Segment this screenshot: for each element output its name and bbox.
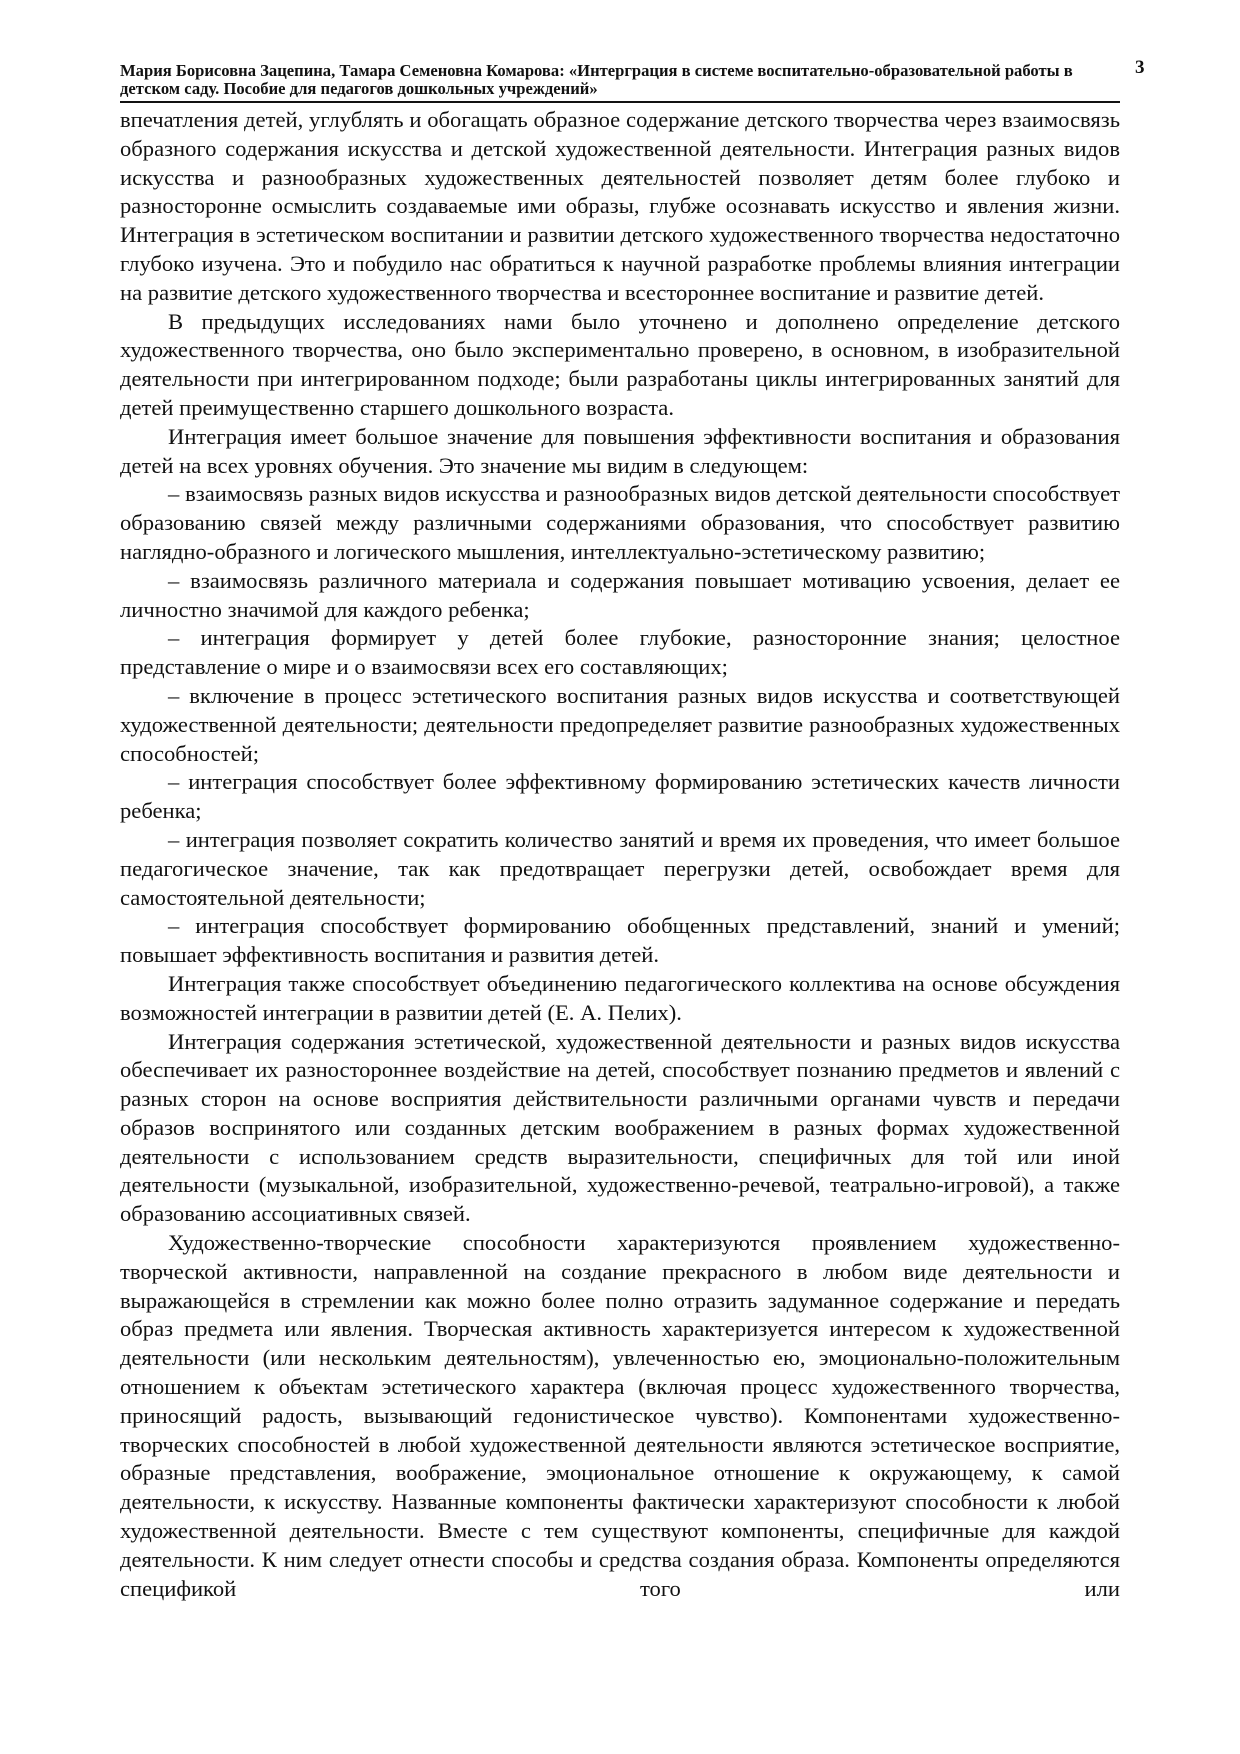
- list-item: – интеграция способствует более эффективному формированию эстетических качеств личности ребенка;: [120, 769, 1120, 824]
- list-item: – включение в процесс эстетического воспитания разных видов искусства и соответствующей художественной деятельности; деятельности предопределяет развитие разнообразных художественных способностей;: [120, 682, 1120, 766]
- paragraph: Интеграция имеет большое значение для повышения эффективности воспитания и образования детей на всех уровнях обучения. Это значение мы видим в следующем:: [120, 423, 1120, 478]
- paragraph: впечатления детей, углублять и обогащать образное содержание детского творчества через взаимосвязь образного содержания искусства и детской художественной деятельности. Интеграция разных видов искусства и разнообразных художественных деятельностей позволяет детям более глубоко и разносторонне осмыслить создаваемые ими образы, глубже осознавать искусство и явления жизни. Интеграция в эстетическом воспитании и развитии детского художественного творчества недостаточно глубоко изучена. Это и побудило нас обратиться к научной разработке проблемы влияния интеграции на развитие детского художественного творчества и всестороннее воспитание и развитие детей.: [120, 107, 1120, 305]
- list-item: – интеграция способствует формированию обобщенных представлений, знаний и умений; повышает эффективность воспитания и развития детей.: [120, 913, 1120, 968]
- list-item: – взаимосвязь разных видов искусства и разнообразных видов детской деятельности способствует образованию связей между различными содержаниями образования, что способствует развитию наглядно-образного и логического мышления, интеллектуально-эстетическому развитию;: [120, 481, 1120, 564]
- page-number: 3: [1135, 57, 1145, 78]
- paragraph: Интеграция содержания эстетической, художественной деятельности и разных видов искусства обеспечивает их разностороннее воздействие на детей, способствует познанию предметов и явлений с разных сторон на основе восприятия действительности различными органами чувств и передачи образов воспринятого или созданных детским воображением в разных формах художественной деятельности с использованием средств выразительности, специфичных для той или иной деятельности (музыкальной, изобразительной, художественно-речевой, театрально-игровой), а также образованию ассоциативных связей.: [120, 1028, 1120, 1227]
- list-item: – интеграция позволяет сократить количество занятий и время их проведения, что имеет большое педагогическое значение, так как предотвращает перегрузки детей, освобождает время для самостоятельной деятельности;: [120, 826, 1120, 910]
- paragraph: Художественно-творческие способности характеризуются проявлением художественно-творческой активности, направленной на создание прекрасного в любом виде деятельности и выражающейся в стремлении как можно более полно отразить задуманное содержание и передать образ предмета или явления. Творческая активность характеризуется интересом к художественной деятельности (или нескольким деятельностям), увлеченностью ею, эмоционально-положительным отношением к объектам эстетического характера (включая процесс художественного творчества, приносящий радость, вызывающий гедонистическое чувство). Компонентами художественно-творческих способностей в любой художественной деятельности являются эстетическое восприятие, образные представления, воображение, эмоциональное отношение к окружающему, к самой деятельности, к искусству. Названные компоненты фактически характеризуют способности к любой художественной деятельности. Вместе с тем существуют компоненты, специфичные для каждой деятельности. К ним следует отнести способы и средства создания образа. Компоненты определяются спецификой того или: [120, 1230, 1120, 1601]
- body-text: [120, 106, 1120, 1603]
- header-title: Мария Борисовна Зацепина, Тамара Семеновна Комарова: «Интергрaция в системе воспитательно-образовательной работы в детском саду. Пособие для педагогов дошкольных учреждений»: [120, 61, 1073, 98]
- paragraph: Интеграция также способствует объединению педагогического коллектива на основе обсуждения возможностей интеграции в развитии детей (Е. А. Пелих).: [120, 970, 1120, 1025]
- list-item: – интеграция формирует у детей более глубокие, разносторонние знания; целостное представление о мире и о взаимосвязи всех его составляющих;: [120, 625, 1120, 680]
- running-header: [120, 62, 1120, 103]
- list-item: – взаимосвязь различного материала и содержания повышает мотивацию усвоения, делает ее личностно значимой для каждого ребенка;: [120, 567, 1120, 622]
- paragraph: В предыдущих исследованиях нами было уточнено и дополнено определение детского художественного творчества, оно было экспериментально проверено, в основном, в изобразительной деятельности при интегрированном подходе; были разработаны циклы интегрированных занятий для детей преимущественно старшего дошкольного возраста.: [120, 308, 1120, 420]
